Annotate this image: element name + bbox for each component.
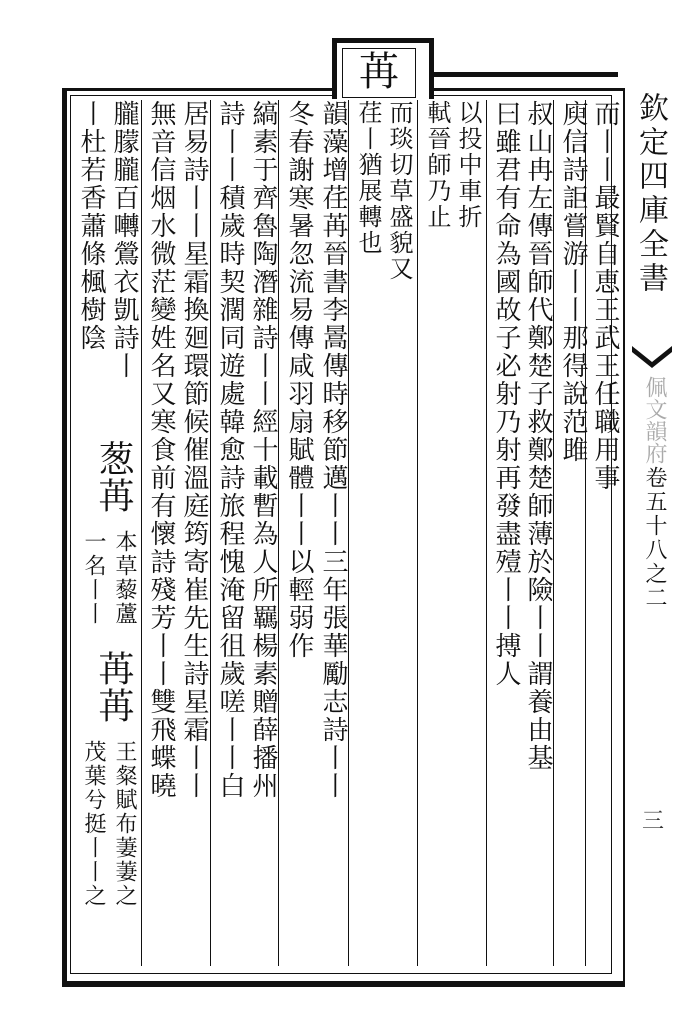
column-rule — [417, 100, 418, 966]
text-column: 而丨丨最賢自恵王武王任職用事 — [590, 100, 620, 492]
note-line: 軾晉師乃止 — [423, 100, 451, 230]
text-column: 居易詩丨丨星霜換廻環節候催溫庭筠寄崔先生詩星霜丨丨 — [179, 100, 209, 800]
column-rule — [141, 100, 142, 966]
text-column: 庾信詩詎嘗游丨丨那得說范雎 — [558, 100, 588, 464]
headword: 苒 — [359, 49, 399, 95]
text-column: 叔山冉左傳晉師代鄭楚子救鄭楚師薄於險丨丨謂養由基 — [523, 100, 553, 772]
headword-entry: 苒苒 — [93, 650, 134, 724]
text-column: 茂葉兮挺丨丨之 — [81, 740, 106, 908]
faint-section-title: 佩文韻府 — [642, 376, 667, 464]
volume-label: 卷五十八之二 — [642, 466, 667, 610]
headword-entry: 葱苒 — [93, 440, 134, 514]
text-column: 丨杜若香蕭條楓樹陰 — [76, 100, 106, 352]
note-line: 而琰切草盛貌又 — [385, 100, 413, 282]
page-number: 三 — [642, 809, 665, 834]
text-column: 冬春謝寒暑忽流易傳咸羽扇賦體丨丨以輕弱作 — [284, 100, 314, 660]
text-column: 朧朦朧百囀鶯衣凱詩丨 — [109, 100, 139, 380]
text-column: 詩丨丨積歲時契濶同遊處韓愈詩旅程愧淹留徂歲嗟丨丨白 — [215, 100, 245, 800]
text-column: 韻藻增荏苒晉書李暠傳時移節邁丨丨三年張華勵志詩丨丨 — [318, 100, 348, 800]
book-title: 欽定四庫全書 — [633, 92, 668, 296]
text-column: 一名丨丨 — [81, 530, 106, 626]
fish-tail-mark-icon — [630, 342, 674, 372]
note-pair — [420, 100, 486, 966]
text-column: 曰雖君有命為國故子必射乃射再發盡殪丨丨搏人 — [491, 100, 521, 688]
text-column: 本草藜蘆 — [112, 530, 137, 626]
column-rule — [486, 100, 487, 966]
note-line: 以投中車折 — [454, 100, 482, 230]
note-line: 荏丨猶展轉也 — [354, 100, 382, 256]
text-column: 王粲賦布萋萋之 — [112, 740, 137, 908]
text-column: 無音信烟水微茫變姓名又寒食前有懷詩殘芳丨丨雙飛蝶曉 — [146, 100, 176, 800]
note-pair — [351, 100, 417, 966]
text-column: 縞素于齊魯陶潛雜詩丨丨經十載暫為人所羈楊素贈薛播州 — [248, 100, 278, 800]
header-rule — [424, 72, 618, 93]
margin-rule — [624, 88, 625, 978]
